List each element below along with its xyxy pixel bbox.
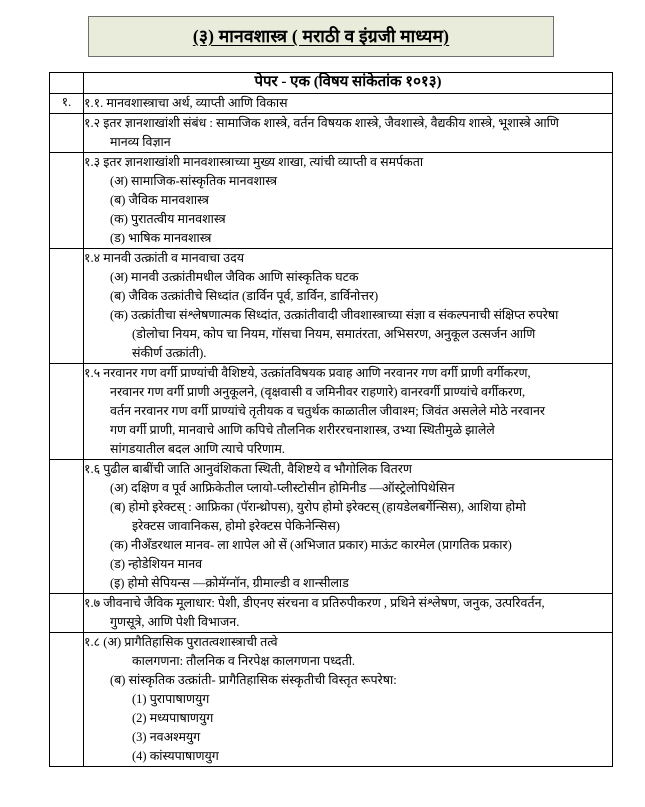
table-row: [50, 593, 613, 632]
syllabus-line: संकीर्ण उत्क्रांती).: [132, 345, 207, 360]
syllabus-line: (4) कांस्यपाषाणयुग: [132, 748, 219, 763]
table-header-number-cell: [50, 73, 84, 94]
row-number-cell: १.: [50, 93, 84, 113]
row-number-cell: [50, 632, 84, 766]
syllabus-line: (ड) न्होडेशियन मानव: [110, 556, 203, 571]
table-row: [50, 93, 613, 113]
document-title-banner: [88, 16, 554, 57]
syllabus-line: मानव्य विज्ञान: [110, 134, 171, 149]
syllabus-line: १.६ पुढील बाबींची जाति आनुवंशिकता स्थिती, वैशिष्टये व भौगोलिक वितरण: [84, 461, 412, 476]
syllabus-line: (क) नीअँडरथाल मानव- ला शापेल ओ सें (अभिजात प्रकार) माऊंट कारमेल (प्रागतिक प्रकार): [110, 537, 512, 552]
syllabus-line: नरवानर गण वर्गी प्राणी अनुकूलने, (वृक्षवासी व जमिनीवर राहणारे) वानरवर्गी प्राण्यांचे वर्गीकरण,: [110, 384, 526, 399]
syllabus-line: (1) पुरापाषाणयुग: [132, 691, 210, 706]
syllabus-line: (इ) होमो सेपियन्स —क्रोमॅग्नॉन, ग्रीमाल्डी व शान्सीलाड: [110, 575, 349, 590]
table-row: [50, 248, 613, 363]
row-number-cell: [50, 459, 84, 593]
table-header-row: [50, 73, 613, 94]
syllabus-line: गुणसूत्रे, आणि पेशी विभाजन.: [110, 614, 240, 629]
syllabus-line: (अ) मानवी उत्क्रांतीमधील जैविक आणि सांस्कृतिक घटक: [110, 269, 359, 284]
syllabus-line: (ब) सांस्कृतिक उत्क्रांती- प्रागैतिहासिक संस्कृतीची विस्तृत रूपरेषा:: [110, 672, 397, 687]
row-content-cell: [84, 152, 613, 248]
syllabus-line: (अ) दक्षिण व पूर्व आफ्रिकेतील प्लायो-प्लीस्टोसीन होमिनीड —ऑस्ट्रेलोपिथेसिन: [110, 480, 455, 495]
syllabus-line: (ब) जैविक उत्क्रांतीचे सिध्दांत (डार्विन पूर्व, डार्विन, डार्विनोत्तर): [110, 288, 379, 303]
row-content-cell: [84, 248, 613, 363]
page-title: (३) मानवशास्त्र ( मराठी व इंग्रजी माध्यम): [192, 25, 450, 46]
row-content-cell: [84, 632, 613, 766]
table-row: [50, 632, 613, 766]
table-row: [50, 459, 613, 593]
table-row: [50, 363, 613, 459]
syllabus-line: कालगणना: तौलनिक व निरपेक्ष कालगणना पध्दती.: [132, 653, 356, 668]
syllabus-line: (ब) होमो इरेक्टस् : आफ्रिका (पॅरान्थ्रोपस), युरोप होमो इरेक्टस् (हायडेलबर्गेन्सिस), आशिया होमो: [110, 499, 526, 514]
syllabus-table: [49, 72, 613, 767]
syllabus-line: १.१. मानवशास्त्राचा अर्थ, व्याप्ती आणि विकास: [84, 95, 288, 110]
row-content-cell: [84, 113, 613, 152]
row-content-cell: [84, 93, 613, 113]
syllabus-table-body: [50, 73, 613, 767]
syllabus-line: १.३ इतर ज्ञानशाखांशी मानवशास्त्राच्या मुख्य शाखा, त्यांची व्याप्ती व समर्पकता: [84, 154, 424, 169]
syllabus-line: १.७ जीवनाचे जैविक मूलाधार: पेशी, डीएनए संरचना व प्रतिरुपीकरण , प्रथिने संश्लेषण, जनुक, उत्परिवर्तन,: [84, 595, 545, 610]
syllabus-line: (क) पुरातत्वीय मानवशास्त्र: [110, 211, 226, 226]
row-number-cell: [50, 152, 84, 248]
row-number-cell: [50, 363, 84, 459]
table-row: [50, 152, 613, 248]
syllabus-line: गण वर्गी प्राणी, मानवाचे आणि कपिचे तौलनिक शरीररचनाशास्त्र, उभ्या स्थितीमुळे झालेले: [110, 422, 495, 437]
table-header-title-cell: पेपर - एक (विषय सांकेतांक १०१३): [84, 73, 613, 94]
row-content-cell: [84, 363, 613, 459]
row-number-cell: [50, 113, 84, 152]
syllabus-line: इरेक्टस जावानिकस, होमो इरेक्टस पेकिनेन्सिस): [132, 518, 340, 533]
syllabus-line: (ब) जैविक मानवशास्त्र: [110, 192, 209, 207]
syllabus-line: (डोलोचा नियम, कोप चा नियम, गॉसचा नियम, समातंरता, अभिसरण, अनुकूल उत्सर्जन आणि: [132, 326, 536, 341]
syllabus-line: १.४ मानवी उत्क्रांती व मानवाचा उदय: [84, 250, 244, 265]
syllabus-line: (अ) सामाजिक-सांस्कृतिक मानवशास्त्र: [110, 173, 278, 188]
syllabus-line: वर्तन नरवानर गण वर्गी प्राण्यांचे तृतीयक व चतुर्थक काळातील जीवाश्म; जिवंत असलेले मोठे नरवानर: [110, 403, 546, 418]
syllabus-line: सांगडयातील बदल आणि त्याचे परिणाम.: [110, 441, 285, 456]
row-number-cell: [50, 248, 84, 363]
row-content-cell: [84, 459, 613, 593]
syllabus-line: १.५ नरवानर गण वर्गी प्राण्यांची वैशिष्टये, उत्क्रांतविषयक प्रवाह आणि नरवानर गण वर्गी प्राणी वर्गीकरण,: [84, 365, 531, 380]
syllabus-line: (क) उत्क्रांतीचा संश्लेषणात्मक सिध्दांत, उत्क्रांतीवादी जीवशास्त्राच्या संज्ञा व संकल्पनाची संक्षिप्त रुपरेषा: [110, 307, 559, 322]
table-row: [50, 113, 613, 152]
row-number-cell: [50, 593, 84, 632]
row-content-cell: [84, 593, 613, 632]
syllabus-line: (ड) भाषिक मानवशास्त्र: [110, 230, 212, 245]
syllabus-line: (3) नवअश्मयुग: [132, 729, 201, 744]
syllabus-line: १.२ इतर ज्ञानशाखांशी संबंध : सामाजिक शास्त्रे, वर्तन विषयक शास्त्रे, जैवशास्त्रे, वैद्यकीय शास्त्रे, भूशास्त्रे आणि: [84, 115, 559, 130]
syllabus-line: (2) मध्यपाषाणयुग: [132, 710, 214, 725]
syllabus-line: १.८ (अ) प्रागैतिहासिक पुरातत्वशास्त्राची तत्वे: [84, 634, 278, 649]
